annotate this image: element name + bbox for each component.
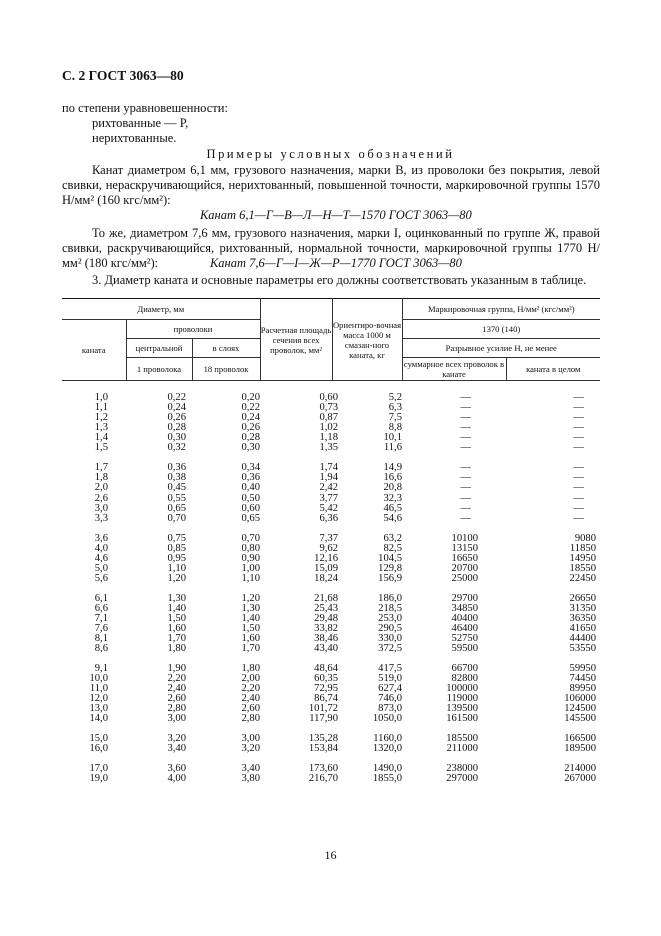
cell-layer-wire: 0,26 — [241, 422, 260, 434]
example-2-text: То же, диаметром 7,6 мм, грузового назначения, марки I, оцинкованный по группе Ж, правой свивки, раскручивающийся, рихтованный, нормальной точности, маркировочной группы 1770 Н/мм² (180 кгс/мм²): — [62, 226, 600, 270]
table-row — [62, 744, 600, 754]
cell-central-wire: 0,26 — [167, 412, 186, 424]
cell-mass: 6,3 — [388, 402, 402, 414]
cell-rope-diameter: 1,5 — [94, 442, 108, 454]
cell-central-wire: 0,32 — [167, 442, 186, 454]
cell-layer-wire: 0,90 — [241, 552, 260, 564]
cell-layer-wire: 0,30 — [241, 442, 260, 454]
cell-layer-wire: 0,34 — [241, 462, 260, 474]
cell-rope-diameter: 5,6 — [94, 572, 108, 584]
cell-total-force: — — [460, 412, 471, 424]
cell-mass: 253,0 — [378, 612, 402, 624]
cell-layer-wire: 0,22 — [241, 402, 260, 414]
cell-mass: 627,4 — [378, 683, 402, 695]
cell-mass: 330,0 — [378, 633, 402, 645]
cell-layer-wire: 1,10 — [241, 572, 260, 584]
cell-total-force: 29700 — [451, 592, 478, 604]
cell-rope-diameter: 4,0 — [94, 542, 108, 554]
table-row-group — [62, 463, 600, 524]
cell-total-force: 139500 — [446, 703, 478, 715]
cell-area: 1,94 — [319, 472, 338, 484]
page-number: 16 — [324, 848, 337, 862]
cell-area: 48,64 — [314, 662, 338, 674]
table-row-group — [62, 664, 600, 725]
cell-area: 3,77 — [319, 492, 338, 504]
cell-total-force: — — [460, 512, 471, 524]
cell-area: 117,90 — [309, 713, 338, 725]
cell-layer-wire: 2,40 — [241, 693, 260, 705]
cell-mass: 82,5 — [383, 542, 402, 554]
intro-line-3: нерихтованные. — [92, 131, 177, 145]
cell-rope-diameter: 5,0 — [94, 562, 108, 574]
cell-area: 1,02 — [319, 422, 338, 434]
cell-rope-diameter: 3,3 — [94, 512, 108, 524]
cell-mass: 519,0 — [378, 673, 402, 684]
cell-central-wire: 1,80 — [167, 643, 186, 655]
cell-central-wire: 1,10 — [167, 562, 186, 574]
cell-total-force: 10100 — [451, 532, 478, 544]
cell-rope-diameter: 1,7 — [94, 462, 108, 474]
cell-central-wire: 3,20 — [167, 733, 186, 745]
cell-central-wire: 3,60 — [167, 763, 186, 775]
cell-rope-force: 18550 — [569, 562, 596, 574]
cell-area: 7,37 — [319, 532, 338, 544]
cell-mass: 186,0 — [378, 592, 402, 604]
cell-mass: 104,5 — [378, 552, 402, 564]
cell-area: 33,82 — [314, 622, 338, 634]
header-one-wire: 1 проволока — [126, 358, 192, 381]
cell-rope-diameter: 19,0 — [89, 773, 108, 785]
cell-area: 153,84 — [308, 743, 338, 755]
cell-area: 86,74 — [314, 693, 338, 705]
cell-total-force: 16650 — [451, 552, 478, 564]
cell-layer-wire: 3,80 — [241, 773, 260, 785]
intro-line-2: рихтованные — Р, — [92, 116, 189, 130]
cell-area: 216,70 — [308, 773, 338, 785]
example-2-designation: Канат 7,6—Г—I—Ж—Р—1770 ГОСТ 3063—80 — [210, 256, 462, 270]
cell-area: 1,74 — [319, 462, 338, 474]
cell-mass: 1160,0 — [373, 733, 402, 745]
cell-rope-diameter: 7,1 — [94, 612, 108, 624]
cell-mass: 290,5 — [378, 622, 402, 634]
cell-central-wire: 2,80 — [167, 703, 186, 715]
cell-mass: 1050,0 — [372, 713, 402, 725]
cell-central-wire: 0,65 — [167, 502, 186, 514]
cell-total-force: — — [460, 502, 471, 514]
cell-rope-force: 166500 — [564, 733, 596, 745]
cell-rope-diameter: 4,6 — [94, 552, 108, 564]
cell-area: 0,60 — [319, 392, 338, 403]
cell-area: 101,72 — [308, 703, 338, 715]
cell-total-force: 59500 — [451, 643, 478, 655]
cell-rope-force: — — [573, 442, 584, 454]
cell-layer-wire: 1,80 — [241, 662, 260, 674]
cell-rope-force: 189500 — [564, 743, 596, 755]
cell-layer-wire: 0,50 — [241, 492, 260, 504]
cell-layer-wire: 1,30 — [241, 602, 260, 614]
cell-mass: 1320,0 — [372, 743, 402, 755]
cell-rope-force: — — [573, 512, 584, 524]
table-row — [62, 574, 600, 584]
table-row — [62, 443, 600, 453]
cell-rope-force: — — [573, 502, 584, 514]
examples-title: Примеры условных обозначений — [206, 147, 455, 161]
cell-central-wire: 0,28 — [167, 422, 186, 434]
cell-area: 6,36 — [319, 512, 338, 524]
rope-parameters-table-header — [62, 298, 600, 381]
cell-central-wire: 0,24 — [167, 402, 186, 414]
header-layers: в слоях — [192, 339, 260, 358]
cell-rope-force: 53550 — [569, 643, 596, 655]
cell-layer-wire: 1,00 — [241, 562, 260, 574]
cell-area: 60,35 — [314, 673, 338, 684]
cell-layer-wire: 0,40 — [241, 482, 260, 494]
cell-mass: 46,5 — [383, 502, 402, 514]
cell-rope-force: — — [573, 462, 584, 474]
cell-area: 43,40 — [314, 643, 338, 655]
header-rope-whole: каната в целом — [506, 358, 600, 381]
cell-rope-force: 31350 — [569, 602, 596, 614]
cell-mass: 873,0 — [378, 703, 402, 715]
table-row-group — [62, 734, 600, 754]
cell-layer-wire: 0,70 — [241, 532, 260, 544]
cell-mass: 11,6 — [383, 442, 402, 454]
page-header: С. 2 ГОСТ 3063—80 — [62, 68, 184, 83]
cell-mass: 1855,0 — [372, 773, 402, 785]
cell-central-wire: 0,30 — [167, 432, 186, 444]
cell-mass: 1490,0 — [372, 763, 402, 775]
cell-rope-force: 74450 — [569, 673, 596, 684]
cell-rope-force: — — [573, 472, 584, 484]
cell-rope-diameter: 1,1 — [94, 402, 108, 414]
cell-total-force: 20700 — [451, 562, 478, 574]
header-mass: Ориентиро-вочная масса 1000 м смазан-ного каната, кг — [332, 299, 402, 381]
cell-rope-force: 22450 — [569, 572, 596, 584]
cell-central-wire: 2,40 — [167, 683, 186, 695]
table-row-group — [62, 764, 600, 784]
cell-mass: 14,9 — [383, 462, 402, 474]
cell-layer-wire: 3,40 — [241, 763, 260, 775]
cell-area: 173,60 — [308, 763, 338, 775]
cell-central-wire: 2,60 — [167, 693, 186, 705]
cell-total-force: 40400 — [451, 612, 478, 624]
cell-total-force: — — [460, 482, 471, 494]
cell-central-wire: 1,30 — [167, 592, 186, 604]
cell-total-force: — — [460, 472, 471, 484]
cell-rope-force: 106000 — [564, 693, 596, 705]
cell-layer-wire: 0,36 — [241, 472, 260, 484]
header-area: Расчетная площадь сечения всех проволок, мм² — [260, 299, 332, 381]
cell-area: 72,95 — [314, 683, 338, 695]
cell-rope-force: — — [573, 402, 584, 414]
cell-central-wire: 0,70 — [167, 512, 186, 524]
cell-layer-wire: 1,70 — [241, 643, 260, 655]
cell-central-wire: 1,70 — [167, 633, 186, 645]
cell-area: 5,42 — [319, 502, 338, 514]
cell-rope-force: — — [573, 482, 584, 494]
header-total-wires: суммарное всех проволок в канате — [403, 359, 505, 379]
cell-total-force: 161500 — [446, 713, 478, 725]
cell-layer-wire: 1,50 — [241, 622, 260, 634]
cell-layer-wire: 2,60 — [241, 703, 260, 715]
cell-rope-force: 26650 — [569, 592, 596, 604]
cell-rope-diameter: 7,6 — [94, 622, 108, 634]
table-row — [62, 644, 600, 654]
cell-central-wire: 1,20 — [167, 572, 186, 584]
cell-rope-diameter: 6,1 — [94, 592, 108, 604]
cell-total-force: 82800 — [451, 673, 478, 684]
cell-central-wire: 3,00 — [167, 713, 186, 725]
cell-area: 9,62 — [319, 542, 338, 554]
cell-layer-wire: 0,24 — [241, 412, 260, 424]
header-central: центральной — [126, 339, 192, 358]
cell-rope-force: 124500 — [564, 703, 596, 715]
header-18-wires: 18 проволок — [192, 358, 260, 381]
cell-rope-diameter: 1,2 — [94, 412, 108, 424]
cell-total-force: — — [460, 402, 471, 414]
cell-rope-force: 214000 — [564, 763, 596, 775]
cell-mass: 8,8 — [388, 422, 402, 434]
cell-rope-diameter: 17,0 — [89, 763, 108, 775]
cell-central-wire: 1,60 — [167, 622, 186, 634]
cell-rope-diameter: 13,0 — [89, 703, 108, 715]
header-group-1370: 1370 (140) — [402, 320, 600, 339]
cell-rope-diameter: 16,0 — [89, 743, 108, 755]
cell-area: 135,28 — [308, 733, 338, 745]
cell-layer-wire: 1,40 — [241, 612, 260, 624]
cell-area: 15,09 — [314, 562, 338, 574]
cell-rope-diameter: 1,4 — [94, 432, 108, 444]
cell-total-force: 46400 — [451, 622, 478, 634]
cell-central-wire: 3,40 — [167, 743, 186, 755]
cell-rope-force: 11850 — [569, 542, 596, 554]
cell-mass: 417,5 — [378, 662, 402, 674]
table-row-group — [62, 534, 600, 584]
cell-total-force: 211000 — [446, 743, 478, 755]
cell-rope-force: 145500 — [564, 713, 596, 725]
cell-mass: 5,2 — [388, 392, 402, 403]
cell-central-wire: 1,40 — [167, 602, 186, 614]
cell-rope-force: — — [573, 422, 584, 434]
cell-rope-diameter: 9,1 — [94, 662, 108, 674]
cell-rope-diameter: 2,6 — [94, 492, 108, 504]
cell-total-force: 25000 — [451, 572, 478, 584]
cell-rope-force: 89950 — [569, 683, 596, 695]
cell-central-wire: 1,90 — [167, 662, 186, 674]
rope-parameters-table-body — [62, 393, 600, 794]
cell-layer-wire: 2,20 — [241, 683, 260, 695]
cell-mass: 20,8 — [383, 482, 402, 494]
cell-mass: 746,0 — [378, 693, 402, 705]
cell-layer-wire: 2,80 — [241, 713, 260, 725]
cell-area: 1,18 — [319, 432, 338, 444]
cell-mass: 7,5 — [388, 412, 402, 424]
cell-area: 38,46 — [314, 633, 338, 645]
cell-rope-diameter: 6,6 — [94, 602, 108, 614]
table-row — [62, 714, 600, 724]
cell-area: 21,68 — [314, 592, 338, 604]
cell-rope-force: 59950 — [569, 662, 596, 674]
table-row-group — [62, 393, 600, 454]
cell-rope-diameter: 3,6 — [94, 532, 108, 544]
cell-mass: 156,9 — [378, 572, 402, 584]
cell-rope-force: 14950 — [569, 552, 596, 564]
cell-layer-wire: 0,65 — [241, 512, 260, 524]
cell-rope-force: 44400 — [569, 633, 596, 645]
cell-rope-force: — — [573, 392, 584, 403]
cell-area: 25,43 — [314, 602, 338, 614]
cell-total-force: 297000 — [446, 773, 478, 785]
clause-3: 3. Диаметр каната и основные параметры его должны соответствовать указанным в таблице. — [92, 273, 587, 287]
cell-rope-force: 9080 — [574, 532, 596, 544]
cell-total-force: — — [460, 392, 471, 403]
cell-rope-diameter: 11,0 — [89, 683, 108, 695]
cell-rope-force: — — [573, 432, 584, 444]
cell-total-force: — — [460, 462, 471, 474]
example-1-text: Канат диаметром 6,1 мм, грузового назначения, марки В, из проволоки без покрытия, левой свивки, нераскручивающийся, нерихтованный, повышенной точности, маркировочной группы 1570 Н/мм² (160 кгс/мм²): — [62, 163, 600, 207]
cell-central-wire: 4,00 — [167, 773, 186, 785]
cell-rope-diameter: 1,8 — [94, 472, 108, 484]
cell-central-wire: 0,95 — [167, 552, 186, 564]
cell-central-wire: 0,36 — [167, 462, 186, 474]
cell-layer-wire: 3,20 — [241, 743, 260, 755]
example-1-designation: Канат 6,1—Г—В—Л—Н—Т—1570 ГОСТ 3063—80 — [200, 208, 472, 222]
cell-rope-diameter: 2,0 — [94, 482, 108, 494]
cell-rope-force: 41650 — [569, 622, 596, 634]
cell-area: 12,16 — [314, 552, 338, 564]
cell-total-force: 34850 — [451, 602, 478, 614]
cell-layer-wire: 2,00 — [241, 673, 260, 684]
cell-rope-diameter: 14,0 — [89, 713, 108, 725]
cell-rope-diameter: 1,3 — [94, 422, 108, 434]
cell-mass: 372,5 — [378, 643, 402, 655]
cell-layer-wire: 0,20 — [241, 392, 260, 403]
cell-central-wire: 0,22 — [167, 392, 186, 403]
cell-area: 0,73 — [319, 402, 338, 414]
cell-total-force: — — [460, 442, 471, 454]
cell-mass: 54,6 — [383, 512, 402, 524]
cell-layer-wire: 1,20 — [241, 592, 260, 604]
header-breaking-force: Разрывное усилие Н, не менее — [402, 339, 600, 358]
cell-layer-wire: 0,60 — [241, 502, 260, 514]
cell-rope-force: 36350 — [569, 612, 596, 624]
cell-layer-wire: 3,00 — [241, 733, 260, 745]
cell-mass: 63,2 — [383, 532, 402, 544]
cell-rope-force: — — [573, 492, 584, 504]
intro-line-1: по степени уравновешенности: — [62, 101, 228, 115]
cell-central-wire: 1,50 — [167, 612, 186, 624]
cell-total-force: — — [460, 422, 471, 434]
cell-total-force: 100000 — [446, 683, 478, 695]
cell-mass: 32,3 — [383, 492, 402, 504]
table-row-group — [62, 594, 600, 655]
header-diameter: Диаметр, мм — [62, 299, 260, 320]
header-marking-group: Маркировочная группа, Н/мм² (кгс/мм²) — [402, 299, 600, 320]
table-row — [62, 774, 600, 784]
cell-layer-wire: 0,28 — [241, 432, 260, 444]
cell-area: 2,42 — [319, 482, 338, 494]
cell-total-force: 52750 — [451, 633, 478, 645]
cell-area: 0,87 — [319, 412, 338, 424]
cell-rope-force: 267000 — [564, 773, 596, 785]
table-row — [62, 514, 600, 524]
cell-mass: 10,1 — [383, 432, 402, 444]
cell-mass: 129,8 — [378, 562, 402, 574]
cell-rope-diameter: 3,0 — [94, 502, 108, 514]
header-wire: проволоки — [126, 320, 260, 339]
cell-mass: 16,6 — [383, 472, 402, 484]
cell-area: 18,24 — [314, 572, 338, 584]
cell-total-force: — — [460, 432, 471, 444]
cell-rope-diameter: 1,0 — [94, 392, 108, 403]
cell-rope-diameter: 10,0 — [89, 673, 108, 684]
cell-rope-diameter: 8,6 — [94, 643, 108, 655]
cell-rope-diameter: 12,0 — [89, 693, 108, 705]
cell-area: 29,48 — [314, 612, 338, 624]
cell-total-force: 185500 — [446, 733, 478, 745]
cell-central-wire: 0,55 — [167, 492, 186, 504]
cell-rope-force: — — [573, 412, 584, 424]
cell-central-wire: 0,45 — [167, 482, 186, 494]
cell-central-wire: 0,85 — [167, 542, 186, 554]
cell-total-force: 66700 — [451, 662, 478, 674]
cell-total-force: 119000 — [446, 693, 478, 705]
cell-layer-wire: 1,60 — [241, 633, 260, 645]
cell-layer-wire: 0,80 — [241, 542, 260, 554]
cell-rope-diameter: 8,1 — [94, 633, 108, 645]
cell-central-wire: 0,38 — [167, 472, 186, 484]
header-rope-diameter: каната — [62, 320, 126, 381]
cell-total-force: 238000 — [446, 763, 478, 775]
cell-central-wire: 2,20 — [167, 673, 186, 684]
cell-mass: 218,5 — [378, 602, 402, 614]
cell-total-force: 13150 — [451, 542, 478, 554]
cell-central-wire: 0,75 — [167, 532, 186, 544]
cell-rope-diameter: 15,0 — [89, 733, 108, 745]
cell-area: 1,35 — [319, 442, 338, 454]
cell-total-force: — — [460, 492, 471, 504]
